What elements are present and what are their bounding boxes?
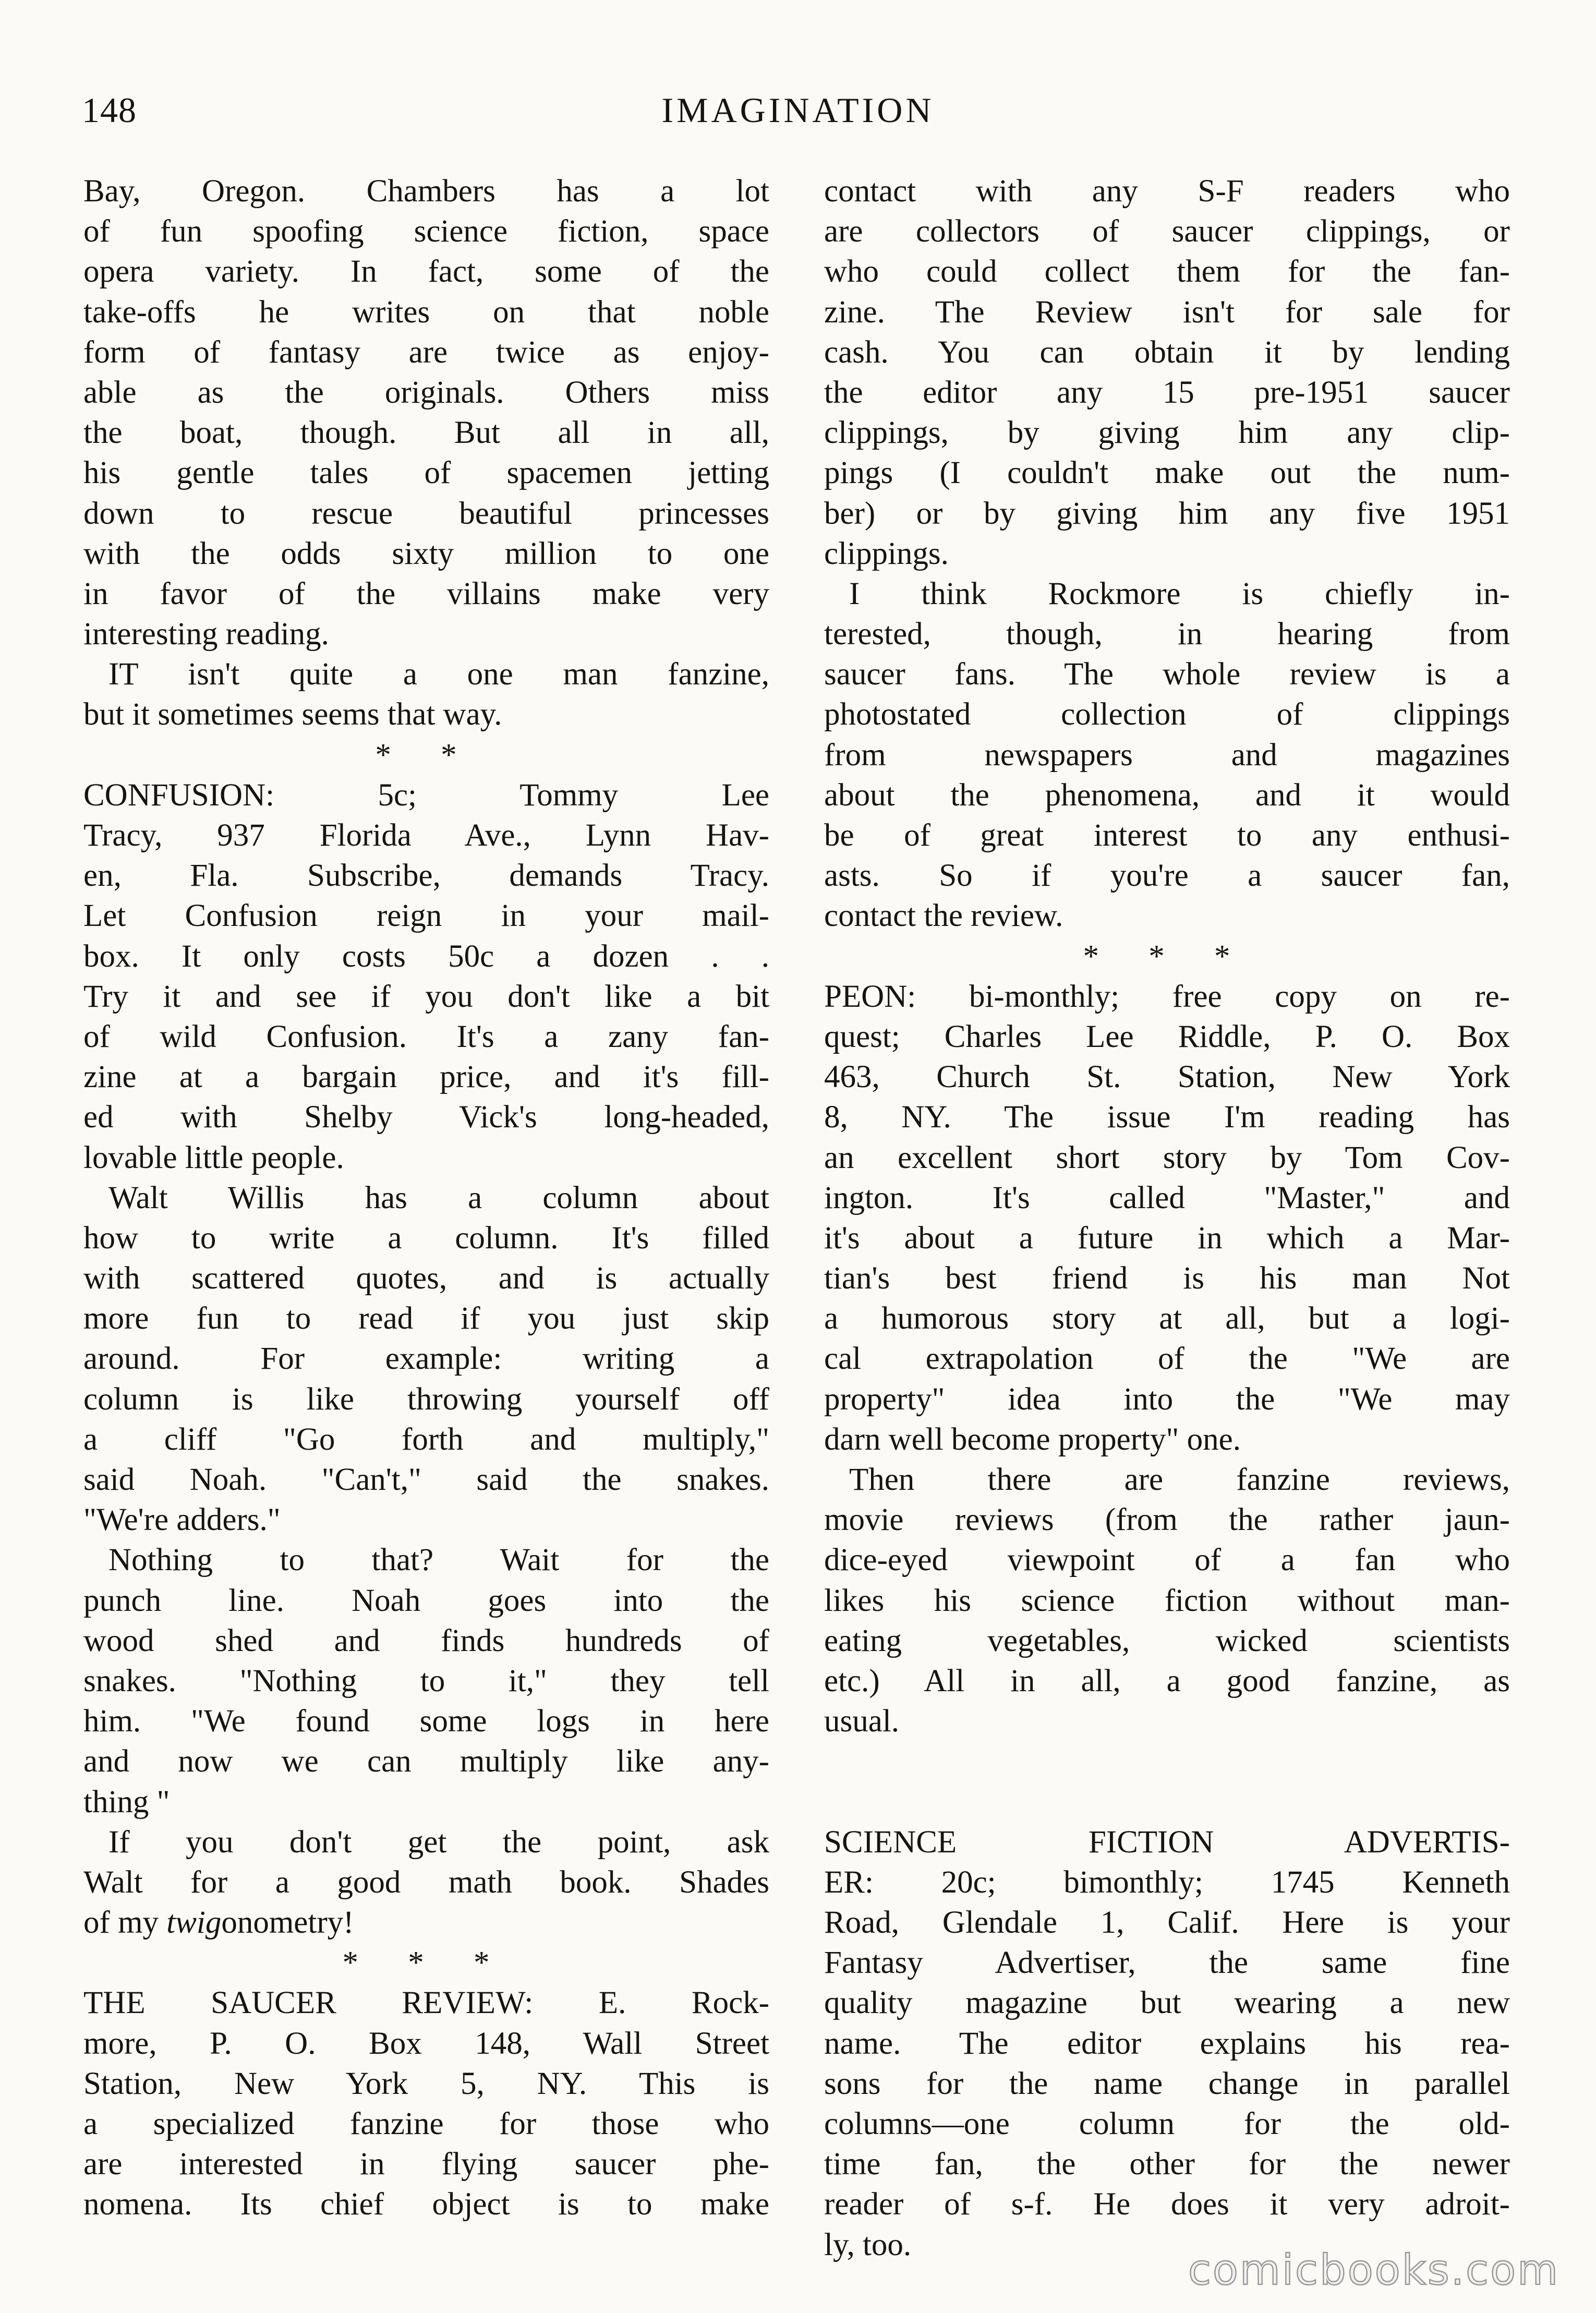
text-line: sons for the name change in parallel [824, 2066, 1510, 2101]
text-line: Fantasy Advertiser, the same fine [824, 1945, 1510, 1981]
text-line: Walt Willis has a column about [108, 1180, 769, 1215]
text-line: a cliff "Go forth and multiply," [83, 1421, 769, 1457]
text-line: him. "We found some logs in here [83, 1704, 769, 1739]
text-line: name. The editor explains his rea- [824, 2026, 1510, 2061]
section-divider: * * * [342, 1945, 511, 1981]
text-line: contact with any S-F readers who [824, 174, 1510, 209]
text-line: his gentle tales of spacemen jetting [83, 455, 769, 491]
text-line: clippings, by giving him any clip- [824, 415, 1510, 451]
text-line: around. For example: writing a [83, 1341, 769, 1377]
text-line [824, 1741, 1510, 1781]
text-line: saucer fans. The whole review is a [824, 657, 1510, 692]
text-line: SCIENCE FICTION ADVERTIS- [824, 1824, 1510, 1860]
text-line: asts. So if you're a saucer fan, [824, 858, 1510, 894]
text-line: interesting reading. [83, 617, 329, 652]
text-line: PEON: bi-monthly; free copy on re- [824, 979, 1510, 1014]
text-line: are interested in flying saucer phe- [83, 2147, 769, 2182]
text-line: of wild Confusion. It's a zany fan- [83, 1019, 769, 1054]
text-line: en, Fla. Subscribe, demands Tracy. [83, 858, 769, 894]
text-line: I think Rockmore is chiefly in- [849, 576, 1510, 611]
text-line: form of fantasy are twice as enjoy- [83, 334, 769, 370]
text-line: 463, Church St. Station, New York [824, 1059, 1510, 1095]
text-line: Try it and see if you don't like a bit [83, 979, 769, 1014]
text-line: ly, too. [824, 2227, 912, 2262]
text-line: snakes. "Nothing to it," they tell [83, 1663, 769, 1698]
text-line: property" idea into the "We may [824, 1381, 1510, 1417]
text-line: a specialized fanzine for those who [83, 2106, 769, 2141]
text-line: column is like throwing yourself off [83, 1381, 769, 1417]
text-line: thing " [83, 1784, 170, 1820]
text-line: Road, Glendale 1, Calif. Here is your [824, 1905, 1510, 1941]
running-head: IMAGINATION [661, 90, 935, 130]
text-line: cal extrapolation of the "We are [824, 1341, 1510, 1377]
text-line: with the odds sixty million to one [83, 536, 769, 571]
text-line: a humorous story at all, but a logi- [824, 1301, 1510, 1336]
text-line: nomena. Its chief object is to make [83, 2187, 769, 2222]
text-line: it's about a future in which a Mar- [824, 1220, 1510, 1256]
text-line: 8, NY. The issue I'm reading has [824, 1100, 1510, 1135]
text-line: of fun spoofing science fiction, space [83, 214, 769, 249]
text-line: Station, New York 5, NY. This is [83, 2066, 769, 2101]
text-line: usual. [824, 1704, 900, 1739]
text-line: and now we can multiply like any- [83, 1744, 769, 1779]
text-line: likes his science fiction without man- [824, 1583, 1510, 1618]
text-line: are collectors of saucer clippings, or [824, 214, 1510, 249]
text-line: photostated collection of clippings [824, 697, 1510, 732]
text-line: quest; Charles Lee Riddle, P. O. Box [824, 1019, 1510, 1054]
watermark-logo: comicbooks.com [1188, 2246, 1559, 2294]
text-line: dice-eyed viewpoint of a fan who [824, 1543, 1510, 1578]
text-line: in favor of the villains make very [83, 576, 769, 611]
text-line: columns—one column for the old- [824, 2106, 1510, 2141]
text-line: opera variety. In fact, some of the [83, 254, 769, 290]
text-line: of my twigonometry! [83, 1905, 354, 1941]
text-line: clippings. [824, 536, 949, 571]
text-line: an excellent short story by Tom Cov- [824, 1140, 1510, 1175]
text-line: THE SAUCER REVIEW: E. Rock- [83, 1985, 769, 2021]
text-line: Tracy, 937 Florida Ave., Lynn Hav- [83, 818, 769, 853]
text-line: ER: 20c; bimonthly; 1745 Kenneth [824, 1864, 1510, 1900]
text-line: ber) or by giving him any five 1951 [824, 496, 1510, 531]
text-line: Walt for a good math book. Shades [83, 1864, 769, 1900]
text-line: time fan, the other for the newer [824, 2147, 1510, 2182]
text-line: box. It only costs 50c a dozen . . [83, 938, 769, 974]
section-divider: * * * [1083, 938, 1251, 974]
text-line: quality magazine but wearing a new [824, 1985, 1510, 2021]
text-line: pings (I couldn't make out the num- [824, 455, 1510, 491]
text-line: CONFUSION: 5c; Tommy Lee [83, 777, 769, 813]
text-line: punch line. Noah goes into the [83, 1583, 769, 1618]
text-line: more fun to read if you just skip [83, 1301, 769, 1336]
text-line: down to rescue beautiful princesses [83, 496, 769, 531]
text-line: reader of s-f. He does it very adroit- [824, 2187, 1510, 2222]
text-line: who could collect them for the fan- [824, 254, 1510, 290]
text-line: darn well become property" one. [824, 1421, 1241, 1457]
text-line: contact the review. [824, 898, 1063, 934]
text-line: from newspapers and magazines [824, 737, 1510, 773]
text-line: the boat, though. But all in all, [83, 415, 769, 451]
text-line: Nothing to that? Wait for the [108, 1543, 769, 1578]
left-column [83, 171, 769, 2225]
text-line: ed with Shelby Vick's long-headed, [83, 1100, 769, 1135]
text-line: able as the originals. Others miss [83, 375, 769, 410]
text-line: wood shed and finds hundreds of [83, 1623, 769, 1658]
text-line: take-offs he writes on that noble [83, 294, 769, 330]
text-line: lovable little people. [83, 1140, 344, 1175]
text-line: more, P. O. Box 148, Wall Street [83, 2026, 769, 2061]
text-line: etc.) All in all, a good fanzine, as [824, 1663, 1510, 1698]
text-line: IT isn't quite a one man fanzine, [108, 657, 769, 692]
text-line: Let Confusion reign in your mail- [83, 898, 769, 934]
text-line: terested, though, in hearing from [824, 617, 1510, 652]
text-line [824, 1782, 1510, 1822]
page-number: 148 [82, 90, 137, 130]
text-line: "We're adders." [83, 1502, 281, 1538]
text-line: zine at a bargain price, and it's fill- [83, 1059, 769, 1095]
text-line: how to write a column. It's filled [83, 1220, 769, 1256]
text-line: eating vegetables, wicked scientists [824, 1623, 1510, 1658]
text-line: about the phenomena, and it would [824, 777, 1510, 813]
text-line: but it sometimes seems that way. [83, 697, 502, 732]
text-line: ington. It's called "Master," and [824, 1180, 1510, 1215]
text-line: Then there are fanzine reviews, [849, 1462, 1510, 1497]
text-line: Bay, Oregon. Chambers has a lot [83, 174, 769, 209]
text-line: cash. You can obtain it by lending [824, 334, 1510, 370]
text-line: movie reviews (from the rather jaun- [824, 1502, 1510, 1538]
text-line: be of great interest to any enthusi- [824, 818, 1510, 853]
text-line: zine. The Review isn't for sale for [824, 294, 1510, 330]
text-line: tian's best friend is his man Not [824, 1261, 1510, 1296]
text-line: said Noah. "Can't," said the snakes. [83, 1462, 769, 1497]
text-line: with scattered quotes, and is actually [83, 1261, 769, 1296]
text-line: If you don't get the point, ask [108, 1824, 769, 1860]
section-divider: * * [375, 737, 478, 773]
right-column [824, 171, 1510, 2265]
text-line: the editor any 15 pre-1951 saucer [824, 375, 1510, 410]
